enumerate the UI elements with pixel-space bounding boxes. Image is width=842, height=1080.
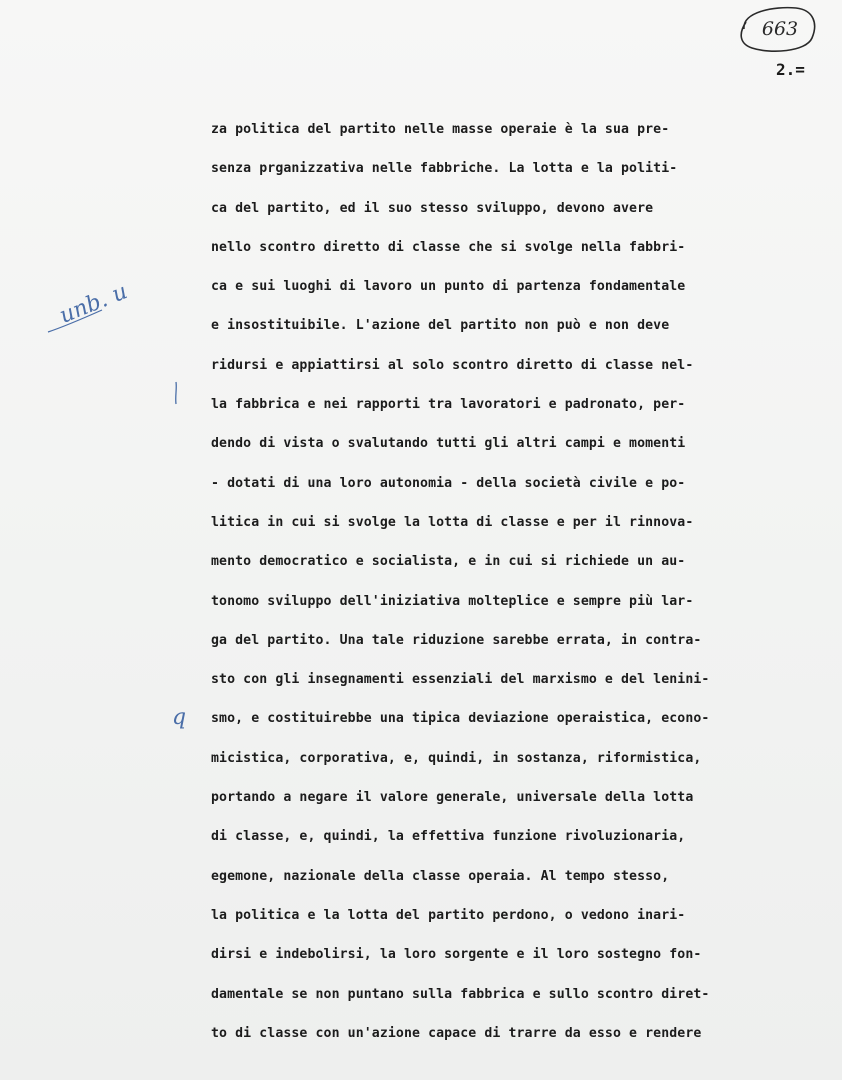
margin-annotation-lower: [168, 702, 190, 732]
text-line: nello scontro diretto di classe che si svolge nella fabbri-: [211, 239, 686, 255]
text-line: la fabbrica e nei rapporti tra lavoratori e padronato, per-: [211, 397, 686, 413]
text-line: tonomo sviluppo dell'iniziativa molteplice e sempre più lar-: [211, 593, 694, 609]
archive-number-stamp: [734, 2, 818, 56]
text-line: di classe, e, quindi, la effettiva funzione rivoluzionaria,: [211, 829, 686, 845]
text-line: za politica del partito nelle masse operaie è la sua pre-: [211, 122, 670, 137]
text-line: sto con gli insegnamenti essenziali del marxismo e del lenini-: [211, 672, 710, 688]
margin-annotation: [36, 270, 176, 340]
text-line: mento democratico e socialista, e in cui si richiede un au-: [211, 554, 686, 570]
lower-note-text: q: [171, 705, 187, 730]
text-line: micistica, corporativa, e, quindi, in sostanza, riformistica,: [211, 750, 702, 766]
text-line: dendo di vista o svalutando tutti gli altri campi e momenti: [211, 436, 686, 452]
text-line: ridursi e appiattirsi al solo scontro diretto di classe nel-: [211, 357, 694, 373]
text-line: e insostituibile. L'azione del partito non può e non deve: [211, 318, 670, 334]
typewritten-body: [211, 110, 831, 1053]
text-line: ca e sui luoghi di lavoro un punto di partenza fondamentale: [211, 279, 686, 295]
text-line: senza prganizzativa nelle fabbriche. La lotta e la politi-: [211, 161, 678, 177]
text-line: ga del partito. Una tale riduzione sarebbe errata, in contra-: [211, 632, 702, 648]
text-line: dirsi e indebolirsi, la loro sorgente e il loro sostegno fon-: [211, 947, 702, 963]
text-line: portando a negare il valore generale, universale della lotta: [211, 790, 694, 806]
text-line: egemone, nazionale della classe operaia. Al tempo stesso,: [211, 868, 670, 884]
margin-tick-mark: [172, 380, 180, 406]
text-line: la politica e la lotta del partito perdono, o vedono inari-: [211, 907, 686, 923]
circled-number-mark: [734, 2, 818, 56]
text-line: smo, e costituirebbe una tipica deviazione operaistica, econo-: [211, 711, 710, 727]
text-line: litica in cui si svolge la lotta di classe e per il rinnova-: [211, 514, 694, 530]
archive-number: 663: [761, 18, 799, 40]
handwritten-mark: [168, 702, 190, 732]
text-line: ca del partito, ed il suo stesso sviluppo, devono avere: [211, 200, 654, 216]
page-number: 2.=: [776, 60, 805, 79]
handwritten-note: [36, 270, 176, 340]
text-line: - dotati di una loro autonomia - della società civile e po-: [211, 475, 686, 491]
margin-note-text: unb. u: [56, 279, 131, 329]
text-line: to di classe con un'azione capace di trarre da esso e rendere: [211, 1025, 702, 1041]
text-line: damentale se non puntano sulla fabbrica e sullo scontro diret-: [211, 986, 710, 1002]
